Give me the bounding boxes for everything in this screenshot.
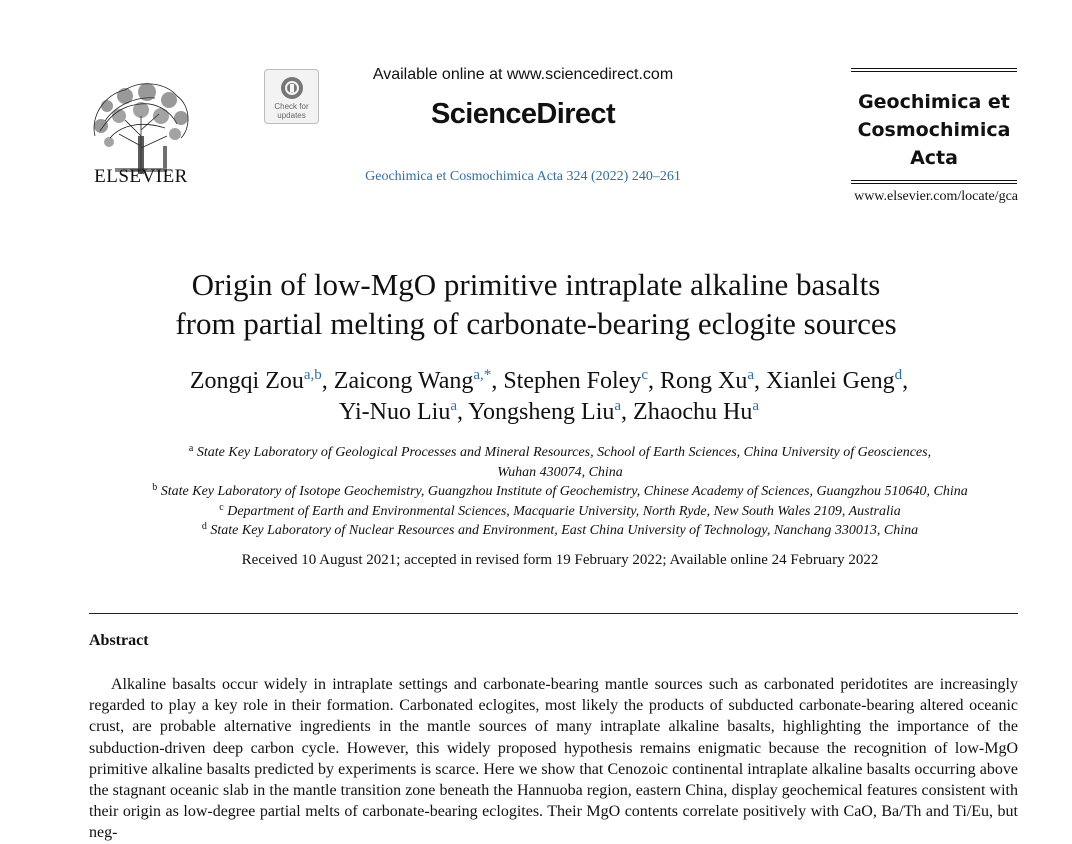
author-affiliation-mark[interactable]: a,* [473,367,492,383]
abstract-body: Alkaline basalts occur widely in intraplate settings and carbonate-bearing mantle sources such as carbonated peridotites are increasingly regarded to play a key role in their formation. Carbonated eclogites, most likely the products of subducted carbonate-bearing altered oceanic crust, are probable alternative ingredients in the mantle sources of many intraplate alkaline basalts, highlighting the importance of the subduction-driven deep carbon cycle. However, this widely proposed hypothesis remains enigmatic because the recognition of low-MgO primitive alkaline basalts predicted by experiments is scarce. Here we show that Cenozoic continental intraplate alkaline basalts occurring above the stagnant oceanic slab in the mantle transition zone beneath the Hannuoba region, eastern China, display geochemical features consistent with their origin as low-degree partial melts of carbonate-bearing eclogites. Their MgO contents correlate positively with CaO, Ba/Th and Ti/Eu, but neg- [89,676,1018,842]
author-line [60,397,1038,428]
author-affiliation-mark[interactable]: a [450,398,457,414]
journal-title-box [851,68,1017,184]
author-separator: , [754,368,766,394]
affiliation-mark: c [219,501,224,513]
author-separator: , [457,399,469,425]
available-online-text: Available online at www.sciencedirect.com [372,66,674,83]
check-updates-line1: Check for [274,102,309,111]
author-separator: , [321,368,334,394]
author-name[interactable]: Yongsheng Liu [468,399,615,425]
author-affiliation-mark[interactable]: a [747,367,754,383]
journal-title [851,88,1017,172]
affiliation-item [60,521,1060,541]
journal-title-line1: Geochimica et [858,91,1010,113]
affiliation-text-continued: Wuhan 430074, China [497,464,623,480]
author-separator: , [491,368,504,394]
affiliation-mark: b [152,482,158,493]
author-separator: , [621,399,634,425]
author-affiliation-mark[interactable]: c [641,367,648,383]
journal-title-line3: Acta [910,147,958,169]
article-title-line1: Origin of low-MgO primitive intraplate alkaline basalts [191,267,881,302]
affiliation-mark: d [201,521,207,532]
journal-citation-link[interactable]: Geochimica et Cosmochimica Acta 324 (2022) 240–261 [365,169,681,184]
author-separator: , [647,368,660,394]
abstract-heading: Abstract [89,632,149,649]
author-name[interactable]: Yi-Nuo Liu [339,399,451,425]
author-affiliation-mark[interactable]: d [894,367,903,383]
affiliation-mark: a [188,443,194,454]
affiliation-list [60,443,1060,541]
author-name[interactable]: Zhaochu Hu [633,399,753,425]
check-updates-line2: updates [277,111,306,120]
affiliation-item [60,482,1060,502]
affiliation-item [60,502,1060,522]
affiliation-item [60,443,1060,463]
author-separator: , [902,368,909,394]
affiliation-text: State Key Laboratory of Geological Processes and Mineral Resources, School of Earth Sciences, China University of Geosciences, [193,445,932,460]
author-name[interactable]: Rong Xu [659,368,748,394]
author-affiliation-mark[interactable]: a [752,398,759,414]
affiliation-text: Department of Earth and Environmental Sciences, Macquarie University, North Ryde, New South Wales 2109, Australia [223,503,901,519]
journal-url[interactable]: www.elsevier.com/locate/gca [854,189,1018,204]
author-line [60,366,1038,397]
section-divider [89,613,1018,614]
author-affiliation-mark[interactable]: a [614,398,622,414]
author-name[interactable]: Zongqi Zou [189,368,304,394]
received-dates: Received 10 August 2021; accepted in revised form 19 February 2022; Available online 24 February 2022 [241,552,879,568]
affiliation-text: State Key Laboratory of Nuclear Resources and Environment, East China University of Technology, Nanchang 330013, China [206,523,919,538]
journal-title-line2: Cosmochimica [857,119,1011,141]
author-name[interactable]: Xianlei Geng [766,368,895,394]
article-title-line2: from partial melting of carbonate-bearing eclogite sources [175,306,897,341]
author-list [60,366,1038,428]
affiliation-text: State Key Laboratory of Isotope Geochemistry, Guangzhou Institute of Geochemistry, Chinese Academy of Sciences, Guangzhou 510640, China [157,484,968,499]
author-name[interactable]: Stephen Foley [503,368,642,394]
article-title [60,265,1012,343]
sciencedirect-logo[interactable]: ScienceDirect [430,98,616,130]
publisher-name: ELSEVIER [94,166,188,187]
author-affiliation-mark[interactable]: a,b [303,367,322,383]
author-name[interactable]: Zaicong Wang [333,368,474,394]
